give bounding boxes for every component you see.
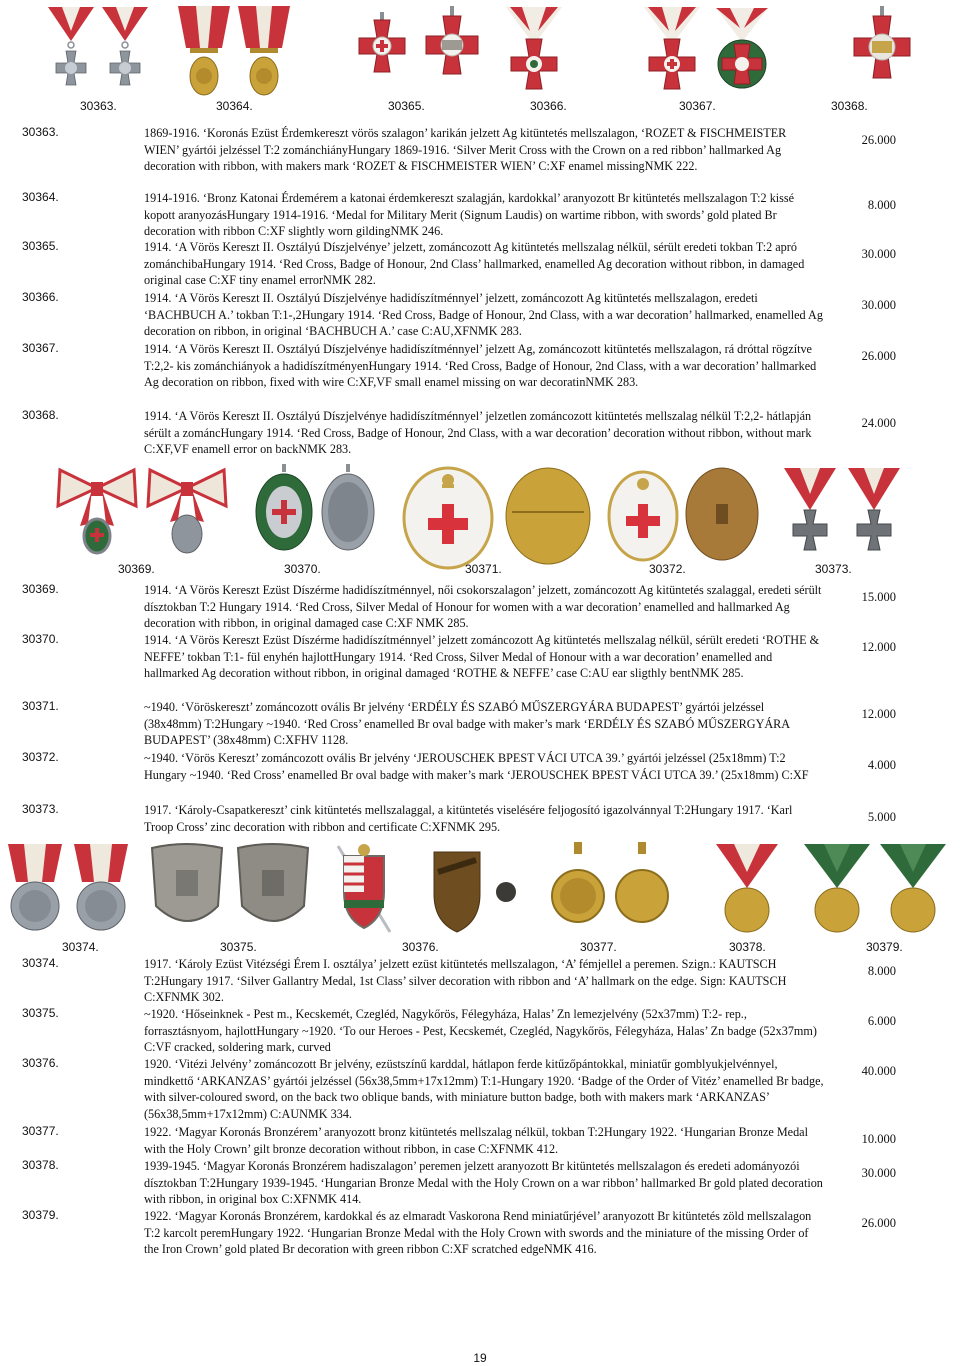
- lot-description: 1914. ‘A Vörös Kereszt Ezüst Díszérme hadidíszítménnyel, női csokorszalagon’ jelzett, zománcozott Ag kitüntetés szalaggal, eredeti sérült dísztokban T:2 Hungary 1914. ‘Red Cross, Silver Medal of Honour for women with a war decoration’ enamelled and hallmarked Ag decoration with ribbon, in original damaged case C:XF NMK 285.: [144, 583, 822, 631]
- lot-number: 30375.: [22, 1006, 59, 1020]
- lot-description: 1917. ‘Károly Ezüst Vitézségi Érem I. osztálya’ jelzett ezüst kitüntetés mellszalagon, ‘A’ fémjellel a peremen. Szign.: KAUTSCH T:2Hungary 1917. ‘Silver Gallantry Medal, 1st Class’ silver decoration with ribbon and ‘A’ hallmark on the edge. Sign: KAUTSCH C:XFNMK 302.: [144, 957, 787, 1005]
- lot-number: 30367.: [22, 341, 59, 355]
- lot-number: 30376.: [22, 1056, 59, 1070]
- lot-number: 30377.: [22, 1124, 59, 1138]
- lot-description: 1939-1945. ‘Magyar Koronás Bronzérem hadiszalagon’ peremen jelzett aranyozott Br kitüntetés mellszalagon és eredeti adományozói dísztokban T:2Hungary 1939-1945. ‘Hungarian Bronze Medal with the Holy Crown on a war ribbon’ hallmarked Br gold plated decoration with ribbon, in original box C:XFNMK 414.: [144, 1159, 823, 1207]
- lot-price: 26.000: [861, 133, 896, 147]
- medal-30363-image: [46, 5, 150, 105]
- caption-30373: 30373.: [815, 562, 852, 576]
- lot-description: 1922. ‘Magyar Koronás Bronzérem’ aranyozott bronz kitüntetés mellszalag nélkül, tokban T:2Hungary 1922. ‘Hungarian Bronze Medal with the Holy Crown’ gilt bronze decoration without ribbon, in case C:XFNMK 412.: [144, 1125, 808, 1156]
- caption-30372: 30372.: [649, 562, 686, 576]
- lot-description: 1914. ‘A Vörös Kereszt II. Osztályú Díszjelvénye hadidíszítménnyel’ jelzetlen zománcozott kitüntetés mellszalag nélkül T:2,2- hátlapján sérült a zománcHungary 1914. ‘Red Cross, Badge of Honour, 2nd Class, with a war decoration’ decoration without ribbon, without mark C:XF,VF enamell error on backNMK 283.: [144, 409, 812, 457]
- lot-price: 26.000: [861, 349, 896, 363]
- medal-30379-image: [800, 842, 950, 938]
- caption-30367: 30367.: [679, 99, 716, 113]
- lot-description: 1914. ‘A Vörös Kereszt II. Osztályú Díszjelvénye hadidíszítménnyel’ jelzett, zománcozott Ag kitüntetés mellszalagon, eredeti ‘BACHBUCH A.’ tokban T:1-,2Hungary 1914. ‘Red Cross, Badge of Honour, 2nd Class, with a war decoration’ hallmarked, enamelled Ag decoration on ribbon, in original ‘BACHBUCH A.’ case C:AU,XFNMK 283.: [144, 291, 823, 339]
- lot-price: 12.000: [861, 707, 896, 721]
- lot-price: 12.000: [861, 640, 896, 654]
- caption-30371: 30371.: [465, 562, 502, 576]
- medal-30376-image: [332, 842, 396, 938]
- medal-30372-back-image: [682, 464, 762, 564]
- lot-price: 24.000: [861, 416, 896, 430]
- lot-number: 30365.: [22, 239, 59, 253]
- lot-description: 1917. ‘Károly-Csapatkereszt’ cink kitüntetés mellszalaggal, a kitüntetés viselésére feljogosító igazolvánnyal T:2Hungary 1917. ‘Karl Troop Cross’ zinc decoration with ribbon and certificate C:XFNMK 295.: [144, 803, 793, 834]
- caption-30377: 30377.: [580, 940, 617, 954]
- medal-30369-image: [56, 466, 138, 558]
- lot-price: 8.000: [867, 198, 896, 212]
- lot-description: 1914. ‘A Vörös Kereszt Ezüst Díszérme hadidíszítménnyel’ jelzett zománcozott Ag kitüntetés mellszalag nélkül, sérült eredeti ‘ROTHE & NEFFE’ tokban T:1- fül enyhén hajlottHungary 1914. ‘Red Cross, Silver Medal of Honour with a war decoration’ enamelled and hallmarked Ag decoration without ribbon, in original damaged ‘ROTHE & NEFFE’ case C:AU ear sligthly bentNMK 285.: [144, 633, 820, 681]
- lot-number: 30370.: [22, 632, 59, 646]
- caption-30375: 30375.: [220, 940, 257, 954]
- lot-number: 30364.: [22, 190, 59, 204]
- medal-30369b-image: [146, 466, 228, 558]
- lot-price: 10.000: [861, 1132, 896, 1146]
- lot-description: ~1920. ‘Hőseinknek - Pest m., Kecskemét, Czegléd, Nagykőrös, Félegyháza, Halas’ Zn lemezjelvény (52x37mm) T:2- rep., forrasztásnyom, hajlottHungary ~1920. ‘To our Heroes - Pest, Kecskemét, Czegléd, Nagykőrös, Félegyháza, Halas’ Zn badge (52x37mm) C:VF cracked, soldering mark, curved: [144, 1007, 817, 1055]
- lot-description: ~1940. ‘Vöröskereszt’ zománcozott ovális Br jelvény ‘ERDÉLY ÉS SZABÓ MŰSZERGYÁRA BUDAPEST’ gyártói jelzéssel (38x48mm) T:2Hungary ~1940. ‘Red Cross’ enamelled Br oval badge with maker’s mark ‘ERDÉLY ÉS SZABÓ MŰSZERGYÁRA BUDAPEST’ (38x48mm) C:XFHV 1128.: [144, 700, 790, 748]
- caption-30376: 30376.: [402, 940, 439, 954]
- caption-30365: 30365.: [388, 99, 425, 113]
- caption-30364: 30364.: [216, 99, 253, 113]
- lot-number: 30369.: [22, 582, 59, 596]
- medal-30364-image: [174, 4, 294, 104]
- medal-wreath-image: [712, 6, 772, 92]
- caption-30370: 30370.: [284, 562, 321, 576]
- medal-30370-image: [252, 464, 316, 554]
- lot-price: 30.000: [861, 1166, 896, 1180]
- lot-number: 30368.: [22, 408, 59, 422]
- lot-description: 1869-1916. ‘Koronás Ezüst Érdemkereszt vörös szalagon’ karikán jelzett Ag kitüntetés mellszalagon, ‘ROZET & FISCHMEISTER WIEN’ gyártói jelzéssel T:2 zománchiányHungary 1869-1916. ‘Silver Merit Cross with the Crown on a red ribbon’ hallmarked Ag decoration with ribbon, with makers mark ‘ROZET & FISCHMEISTER WIEN’ C:XF enamel missingNMK 222.: [144, 126, 787, 174]
- medal-30367-image: [504, 5, 564, 95]
- lot-description: 1914. ‘A Vörös Kereszt II. Osztályú Díszjelvénye hadidíszítménnyel’ jelzett Ag, zománcozott kitüntetés mellszalagon, rá dróttal rögzítve T:2,2- kis zománchiányok a hadidíszítményenHungary 1914. ‘Red Cross, Badge of Honour, 2nd Class, with a war decoration’ hallmarked Ag decoration on ribbon, fixed with wire C:XF,VF small enamel missing on war decoratinNMK 283.: [144, 342, 817, 390]
- lot-number: 30378.: [22, 1158, 59, 1172]
- medal-30368-image: [642, 5, 702, 95]
- lot-number: 30374.: [22, 956, 59, 970]
- image-strip-1: [0, 0, 960, 112]
- medal-30374-image: [4, 842, 134, 938]
- lot-price: 26.000: [861, 1216, 896, 1230]
- medal-30377-image: [548, 842, 608, 938]
- lot-description: ~1940. ‘Vörös Kereszt’ zománcozott ovális Br jelvény ‘JEROUSCHEK BPEST VÁCI UTCA 39.’ gyártói jelzéssel (25x18mm) T:2 Hungary ~1940. ‘Red Cross’ enamelled Br oval badge with maker’s mark ‘JEROUSCHEK BPEST VÁCI UTCA 39.’ (25x18mm) C:XF: [144, 751, 809, 782]
- lot-price: 5.000: [867, 810, 896, 824]
- medal-30371-back-image: [502, 464, 594, 568]
- medal-30378-image: [712, 842, 782, 938]
- lot-price: 4.000: [867, 758, 896, 772]
- lot-number: 30373.: [22, 802, 59, 816]
- medal-30370b-image: [318, 464, 378, 554]
- lot-description: 1922. ‘Magyar Koronás Bronzérem, kardokkal és az elmaradt Vaskorona Rend miniatűrjével’ aranyozott Br kitüntetés zöld mellszalagon T:2 karcolt peremHungary 1922. ‘Hungarian Bronze Medal with the Holy Crown with swords and the miniature of the missing Order of the Iron Crown’ gold plated Br decoration with green ribbon C:XF scratched edgeNMK 416.: [144, 1209, 812, 1257]
- lot-number: 30371.: [22, 699, 59, 713]
- caption-30369: 30369.: [118, 562, 155, 576]
- medal-30371-image: [398, 464, 498, 570]
- caption-30378: 30378.: [729, 940, 766, 954]
- caption-30379: 30379.: [866, 940, 903, 954]
- lot-number: 30366.: [22, 290, 59, 304]
- image-strip-3: [0, 838, 960, 956]
- lot-price: 30.000: [861, 247, 896, 261]
- lot-price: 6.000: [867, 1014, 896, 1028]
- medal-30376-back-image: [420, 842, 530, 938]
- lot-price: 15.000: [861, 590, 896, 604]
- medal-30375-image: [146, 840, 318, 940]
- image-strip-2: [0, 462, 960, 576]
- lot-description: 1914. ‘A Vörös Kereszt II. Osztályú Díszjelvénye’ jelzett, zománcozott Ag kitüntetés mellszalag nélkül, sérült eredeti tokban T:2 apró zománchibaHungary 1914. ‘Red Cross, Badge of Honour, 2nd Class’ hallmarked, enamelled Ag decoration without ribbon, in damaged original case C:XF tiny enamel errorNMK 282.: [144, 240, 805, 288]
- caption-30368: 30368.: [831, 99, 868, 113]
- caption-30363: 30363.: [80, 99, 117, 113]
- page-number: 19: [473, 1351, 487, 1365]
- medal-30373-image: [780, 466, 904, 562]
- medal-30366-image: [422, 6, 482, 86]
- lot-price: 40.000: [861, 1064, 896, 1078]
- medal-30368b-image: [850, 6, 914, 90]
- caption-30374: 30374.: [62, 940, 99, 954]
- lot-number: 30363.: [22, 125, 59, 139]
- medal-30372-image: [604, 464, 682, 564]
- lot-description: 1920. ‘Vitézi Jelvény’ zománcozott Br jelvény, ezüstszínű karddal, hátlapon ferde kitűzőpántokkal, miniatűr gomblyukjelvénnyel, mindkettő ‘ARKANZAS’ gyártói jelzéssel (56x38,5mm+17x12mm) T:1-Hungary 1920. ‘Badge of the Order of Vitéz’ enamelled Br badge, with silver-coloured sword, on the back two oblique bands, with miniature button badge, both with makers mark ‘ARKANZAS’ (56x38,5mm+17x12mm) C:AUNMK 334.: [144, 1057, 824, 1121]
- lot-price: 8.000: [867, 964, 896, 978]
- lot-description: 1914-1916. ‘Bronz Katonai Érdemérem a katonai érdemkereszt szalagján, kardokkal’ aranyozott Br kitüntetés mellszalagon T:2 kissé kopott aranyozásHungary 1914-1916. ‘Medal for Military Merit (Signum Laudis) on wartime ribbon, with swords’ gold plated Br decoration with ribbon C:XF slightly worn gildingNMK 246.: [144, 191, 795, 239]
- lot-price: 30.000: [861, 298, 896, 312]
- lot-number: 30372.: [22, 750, 59, 764]
- caption-30366: 30366.: [530, 99, 567, 113]
- medal-30377-reverse-image: [612, 842, 672, 938]
- lot-number: 30379.: [22, 1208, 59, 1222]
- medal-30365-image: [356, 12, 408, 84]
